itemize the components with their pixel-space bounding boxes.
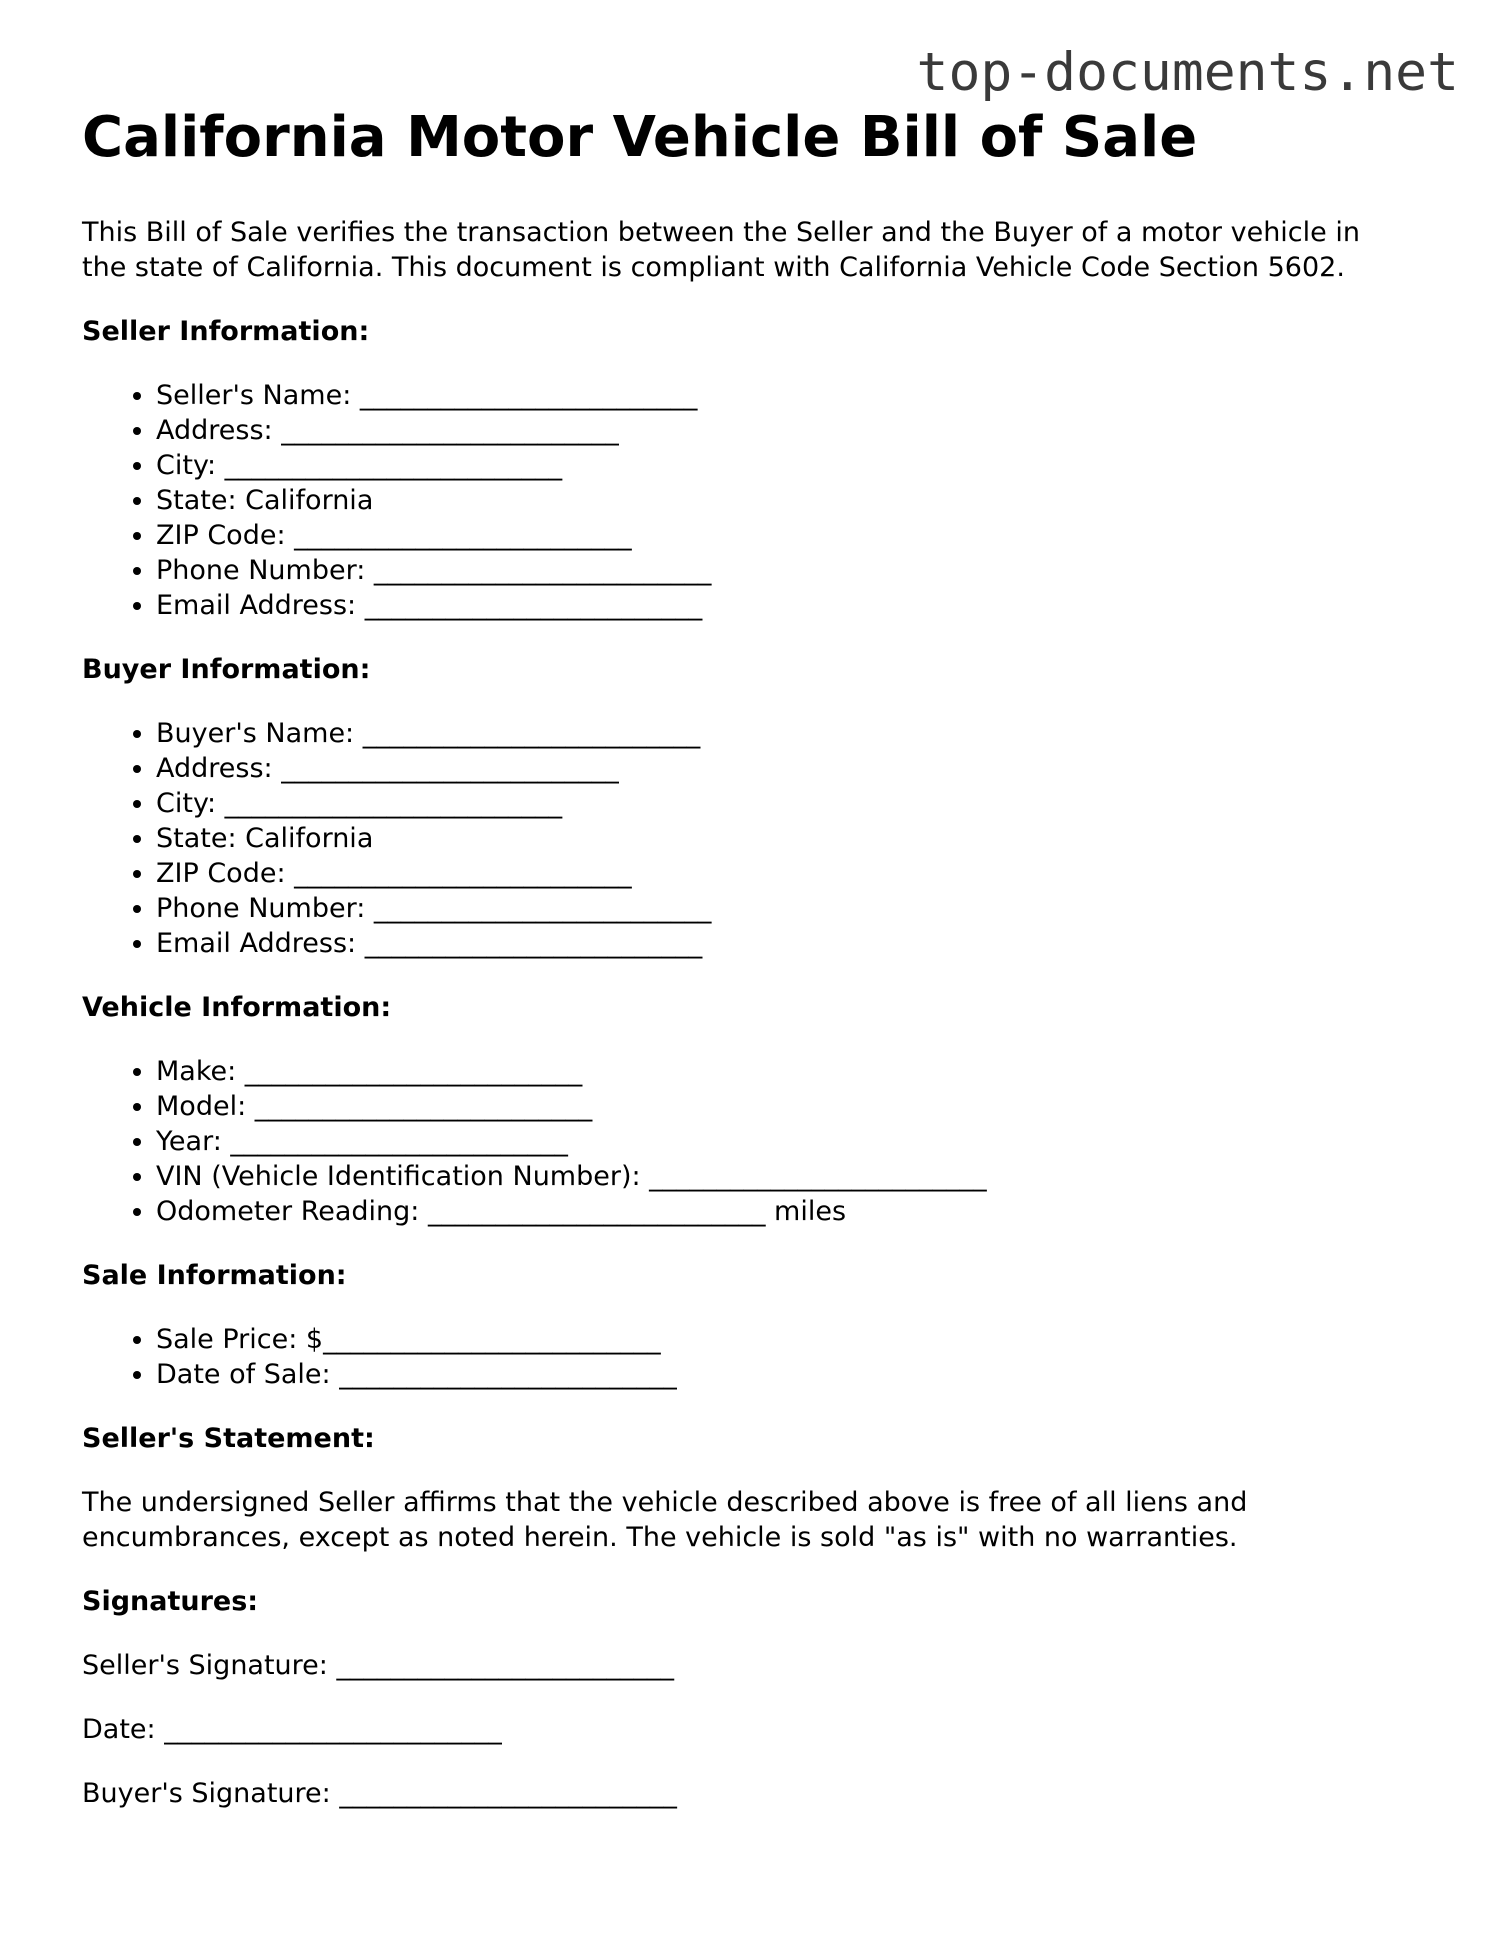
vehicle-list: [82, 1054, 1462, 1229]
watermark: top-documents.net: [916, 42, 1459, 103]
intro-paragraph: This Bill of Sale verifies the transaction between the Seller and the Buyer of a motor vehicle in the state of California. This document is compliant with California Vehicle Code Section 5602.: [82, 217, 1360, 284]
seller-zip-field: • ZIP Code: _________________________: [156, 518, 1462, 553]
seller-address-field: • Address: _________________________: [156, 413, 1462, 448]
sale-price-field: • Sale Price: $_________________________: [156, 1322, 1462, 1357]
vehicle-year-field: • Year: _________________________: [156, 1124, 1462, 1159]
vehicle-model-field: • Model: _________________________: [156, 1089, 1462, 1124]
seller-list: [82, 378, 1462, 623]
document-title: California Motor Vehicle Bill of Sale: [82, 105, 1198, 170]
buyer-signature-line: Buyer's Signature: _________________________: [82, 1778, 677, 1810]
buyer-zip-field: • ZIP Code: _________________________: [156, 856, 1462, 891]
buyer-address-field: • Address: _________________________: [156, 751, 1462, 786]
sale-heading: Sale Information:: [82, 1260, 347, 1292]
vehicle-odometer-field: • Odometer Reading: _________________________ miles: [156, 1194, 1462, 1229]
buyer-heading: Buyer Information:: [82, 654, 371, 686]
sale-list: [82, 1322, 1462, 1392]
seller-phone-field: • Phone Number: _________________________: [156, 553, 1462, 588]
vehicle-make-field: • Make: _________________________: [156, 1054, 1462, 1089]
seller-state-field: • State: California: [156, 483, 1462, 518]
seller-heading: Seller Information:: [82, 316, 370, 348]
statement-heading: Seller's Statement:: [82, 1423, 375, 1455]
buyer-list: [82, 716, 1462, 961]
seller-city-field: • City: _________________________: [156, 448, 1462, 483]
buyer-phone-field: • Phone Number: _________________________: [156, 891, 1462, 926]
document-page: [82, 104, 1462, 1811]
buyer-name-field: • Buyer's Name: _________________________: [156, 716, 1462, 751]
buyer-email-field: • Email Address: _________________________: [156, 926, 1462, 961]
seller-name-field: • Seller's Name: _________________________: [156, 378, 1462, 413]
signature-date-line: Date: _________________________: [82, 1714, 502, 1746]
sale-date-field: • Date of Sale: _________________________: [156, 1357, 1462, 1392]
seller-signature-line: Seller's Signature: _________________________: [82, 1650, 674, 1682]
vehicle-vin-field: • VIN (Vehicle Identification Number): _________________________: [156, 1159, 1462, 1194]
signatures-heading: Signatures:: [82, 1586, 259, 1618]
statement-text: The undersigned Seller affirms that the vehicle described above is free of all liens and encumbrances, except as noted herein. The vehicle is sold "as is" with no warranties.: [82, 1487, 1248, 1554]
vehicle-heading: Vehicle Information:: [82, 992, 392, 1024]
buyer-state-field: • State: California: [156, 821, 1462, 856]
seller-email-field: • Email Address: _________________________: [156, 588, 1462, 623]
buyer-city-field: • City: _________________________: [156, 786, 1462, 821]
